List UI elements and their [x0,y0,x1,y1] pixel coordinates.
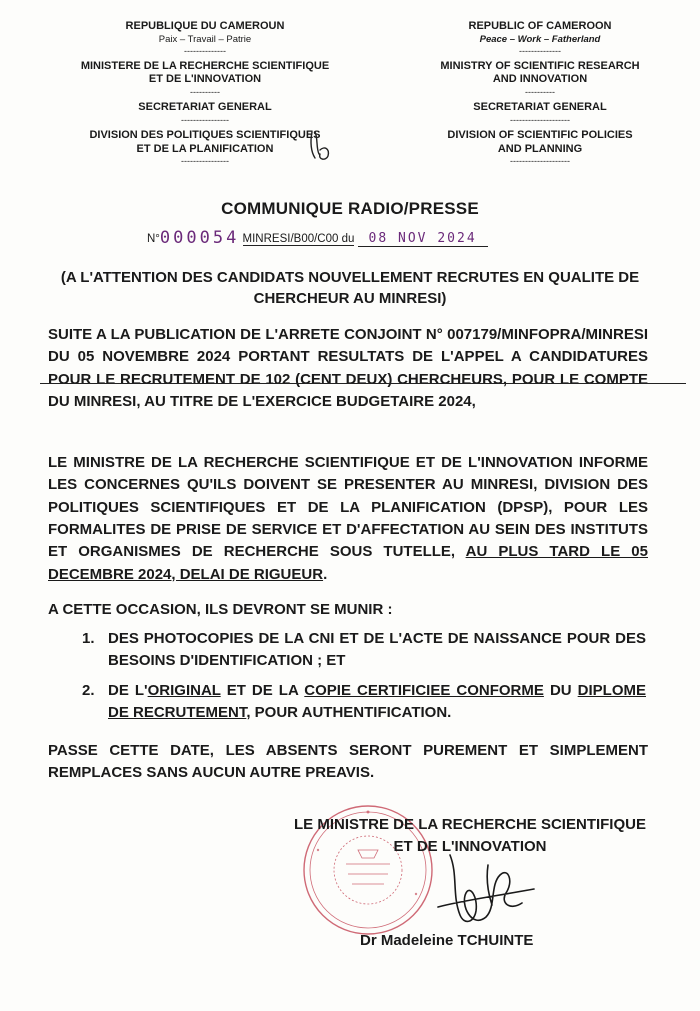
text-fragment: ET DE LA [220,682,305,699]
division-name-line1: DIVISION OF SCIENTIFIC POLICIES [447,128,633,141]
ministry-name-line2: ET DE L'INNOVATION [148,73,262,86]
reference-code: MINRESI/B00/C00 du [242,233,355,245]
list-item-text [108,680,646,725]
instructions-text: LE MINISTRE DE LA RECHERCHE SCIENTIFIQUE ET DE L'INNOVATION INFORME LES CONCERNES QU'ILS DOIVENT SE PRESENTER AU MINRESI, DIVISION DES POLITIQUES SCIENTIFIQUES ET DE LA PLANIFICATION (DPSP), POUR LES FORMALITES DE PRISE DE SERVICE ET D'AFFECTATION AU SEIN DES INSTITUTS ET ORGANISMES DE RECHERCHE SOUS TUTELLE, [48,454,648,561]
division-name-line2: ET DE LA PLANIFICATION [136,142,274,155]
certified-copy-underlined: COPIE CERTIFICIEE CONFORME [304,682,544,699]
separator: ---------- [190,87,220,98]
country-name: REPUBLIC OF CAMEROON [468,20,612,32]
reference-number: 000054 [159,228,240,248]
national-motto: Paix – Travail – Patrie [158,33,252,45]
text-fragment: DU [543,682,578,699]
reference-prefix: N° [147,233,160,245]
text-fragment: , POUR AUTHENTIFICATION. [246,704,452,722]
division-name-line1: DIVISION DES POLITIQUES SCIENTIFIQUES [89,128,321,141]
ministry-name-line1: MINISTRY OF SCIENTIFIC RESEARCH [440,59,640,72]
signatory-title-line2: ET DE L'INNOVATION [393,837,547,855]
instructions-end: . [323,565,328,583]
signatory-title-line1: LE MINISTRE DE LA RECHERCHE SCIENTIFIQUE [294,816,646,833]
national-motto: Peace – Work – Fatherland [479,33,601,45]
secretariat-name: SECRETARIAT GENERAL [138,101,272,114]
separator: -------------------- [510,114,570,125]
text-fragment: DE L' [108,682,148,699]
secretariat-name: SECRETARIAT GENERAL [473,101,607,114]
list-item [82,680,646,725]
list-item [82,628,646,673]
separator: -------------- [519,45,561,56]
diploma-underlined: DIPLOME DE RECRUTEMENT [108,682,646,722]
separator: ---------------- [181,156,229,167]
paragraph-closing: PASSE CETTE DATE, LES ABSENTS SERONT PUREMENT ET SIMPLEMENT REMPLACES SANS AUCUN AUTRE PREAVIS. [48,742,648,782]
list-item-text: DES PHOTOCOPIES DE LA CNI ET DE L'ACTE DE NAISSANCE POUR DES BESOINS D'IDENTIFICATION ; ET [108,630,646,670]
reference-line [147,228,547,248]
division-name-line2: AND PLANNING [497,142,583,155]
ministry-name-line1: MINISTERE DE LA RECHERCHE SCIENTIFIQUE [80,59,330,72]
attention-heading: (A L'ATTENTION DES CANDIDATS NOUVELLEMENT RECRUTES EN QUALITE DE CHERCHEUR AU MINRESI) [60,269,640,307]
separator: ---------- [525,87,555,98]
signatory-name: Dr Madeleine TCHUINTE [360,932,534,949]
list-item-number: 2. [82,682,95,699]
original-underlined: ORIGINAL [147,682,221,699]
separator: ---------------- [181,114,229,125]
paragraph-requirements-intro: A CETTE OCCASION, ILS DEVRONT SE MUNIR : [48,601,393,618]
country-name: REPUBLIQUE DU CAMEROUN [125,20,285,32]
strike-through-line [40,383,686,384]
paragraph-instructions [48,452,648,586]
list-item-number: 1. [82,630,95,647]
handwritten-signature [430,845,540,935]
reference-date: 08 NOV 2024 [368,231,477,246]
document-title: COMMUNIQUE RADIO/PRESSE [221,199,479,218]
separator: -------------- [184,45,226,56]
deadline-text: AU PLUS TARD LE 05 DECEMBRE 2024, DELAI DE RIGUEUR [48,543,648,583]
paragraph-preamble: SUITE A LA PUBLICATION DE L'ARRETE CONJOINT N° 007179/MINFOPRA/MINRESI DU 05 NOVEMBRE 2024 PORTANT RESULTATS DE L'APPEL A CANDIDATURES POUR LE RECRUTEMENT DE 102 (CENT DEUX) CHERCHEURS, POUR LE COMPTE DU MINRESI, AU TITRE DE L'EXERCICE BUDGETAIRE 2024, [48,326,648,411]
ministry-name-line2: AND INNOVATION [492,73,588,86]
initials-mark [306,128,336,162]
separator: -------------------- [510,156,570,167]
header-right-english [395,20,685,170]
